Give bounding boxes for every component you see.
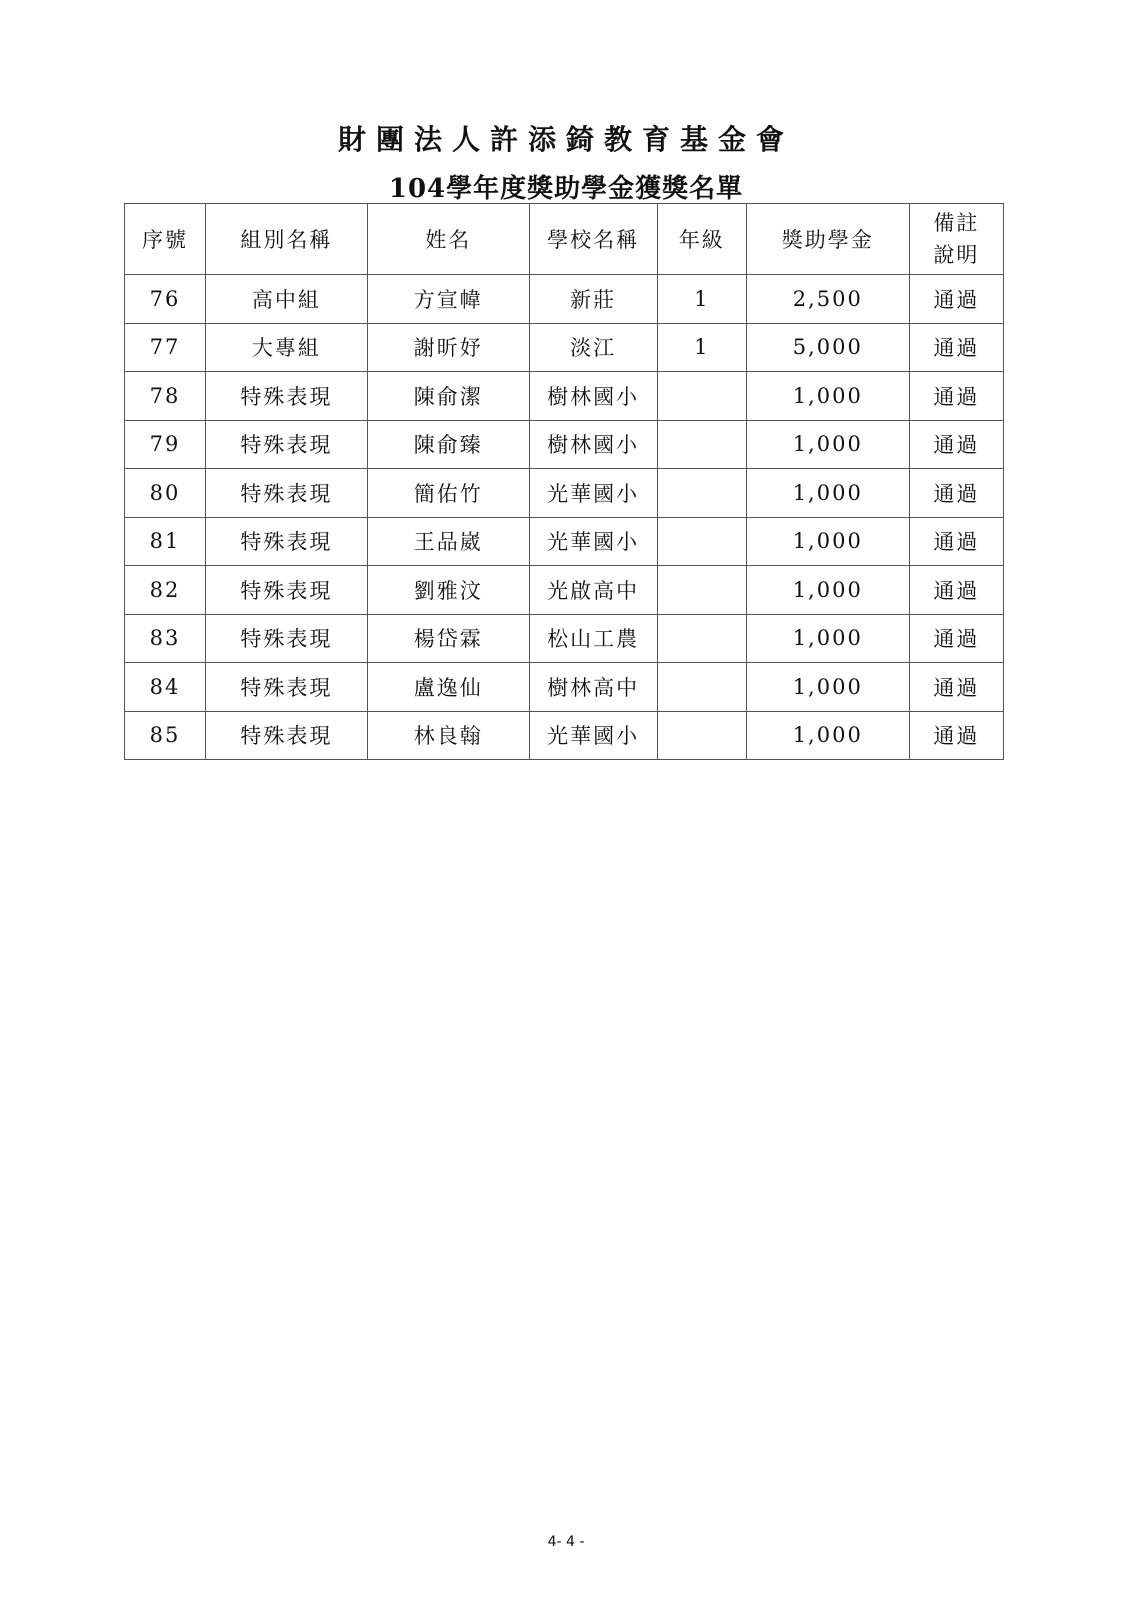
cell-name: 林良翰 [367,711,529,760]
table-row [125,275,1004,324]
cell-grade [657,663,746,712]
table-header [125,204,1004,275]
table-row [125,614,1004,663]
table-row [125,372,1004,421]
cell-amount: 1,000 [746,711,909,760]
cell-group: 特殊表現 [205,711,367,760]
cell-group: 特殊表現 [205,614,367,663]
cell-school: 樹林國小 [529,420,657,469]
cell-group: 特殊表現 [205,663,367,712]
cell-note: 通過 [909,372,1003,421]
cell-grade [657,614,746,663]
cell-seq: 85 [125,711,206,760]
table-row [125,711,1004,760]
header-seq: 序號 [125,204,206,275]
cell-school: 松山工農 [529,614,657,663]
document-subtitle: 104學年度獎助學金獲獎名單 [388,174,744,204]
cell-group: 特殊表現 [205,420,367,469]
cell-note: 通過 [909,663,1003,712]
document-title: 財團法人許添錡教育基金會 [337,123,794,156]
cell-grade [657,711,746,760]
cell-school: 光啟高中 [529,566,657,615]
cell-grade [657,372,746,421]
cell-name: 盧逸仙 [367,663,529,712]
cell-name: 方宣幃 [367,275,529,324]
table-row [125,663,1004,712]
cell-seq: 79 [125,420,206,469]
cell-amount: 2,500 [746,275,909,324]
cell-grade: 1 [657,323,746,372]
cell-name: 謝昕妤 [367,323,529,372]
cell-school: 光華國小 [529,517,657,566]
cell-name: 楊岱霖 [367,614,529,663]
cell-amount: 1,000 [746,663,909,712]
cell-grade [657,566,746,615]
cell-name: 陳俞臻 [367,420,529,469]
cell-note: 通過 [909,517,1003,566]
table-row [125,517,1004,566]
cell-note: 通過 [909,323,1003,372]
award-table [124,203,1004,760]
cell-seq: 80 [125,469,206,518]
cell-seq: 84 [125,663,206,712]
header-note-line1: 備註 [933,211,980,235]
page-number: 4- 4 - [547,1534,585,1550]
header-group: 組別名稱 [205,204,367,275]
cell-group: 特殊表現 [205,372,367,421]
cell-grade [657,469,746,518]
cell-amount: 5,000 [746,323,909,372]
cell-amount: 1,000 [746,469,909,518]
header-note-line2: 說明 [933,243,980,267]
cell-name: 王品崴 [367,517,529,566]
cell-school: 光華國小 [529,711,657,760]
cell-amount: 1,000 [746,372,909,421]
header-note [909,204,1003,275]
cell-note: 通過 [909,420,1003,469]
cell-seq: 81 [125,517,206,566]
cell-seq: 76 [125,275,206,324]
cell-group: 大專組 [205,323,367,372]
cell-note: 通過 [909,566,1003,615]
cell-grade [657,420,746,469]
header-amount: 獎助學金 [746,204,909,275]
cell-seq: 77 [125,323,206,372]
cell-note: 通過 [909,469,1003,518]
header-row [125,204,1004,275]
cell-note: 通過 [909,711,1003,760]
cell-group: 高中組 [205,275,367,324]
cell-group: 特殊表現 [205,517,367,566]
cell-name: 劉雅汶 [367,566,529,615]
cell-school: 樹林國小 [529,372,657,421]
table-body [125,275,1004,760]
cell-seq: 78 [125,372,206,421]
cell-amount: 1,000 [746,420,909,469]
table-row [125,420,1004,469]
header-name: 姓名 [367,204,529,275]
cell-group: 特殊表現 [205,469,367,518]
cell-group: 特殊表現 [205,566,367,615]
cell-amount: 1,000 [746,517,909,566]
cell-seq: 83 [125,614,206,663]
cell-school: 新莊 [529,275,657,324]
cell-name: 陳俞潔 [367,372,529,421]
cell-school: 淡江 [529,323,657,372]
cell-school: 樹林高中 [529,663,657,712]
cell-note: 通過 [909,614,1003,663]
cell-amount: 1,000 [746,566,909,615]
cell-school: 光華國小 [529,469,657,518]
header-grade: 年級 [657,204,746,275]
table-row [125,323,1004,372]
cell-grade [657,517,746,566]
table-row [125,469,1004,518]
cell-note: 通過 [909,275,1003,324]
cell-amount: 1,000 [746,614,909,663]
cell-name: 簡佑竹 [367,469,529,518]
cell-seq: 82 [125,566,206,615]
header-school: 學校名稱 [529,204,657,275]
table-row [125,566,1004,615]
cell-grade: 1 [657,275,746,324]
